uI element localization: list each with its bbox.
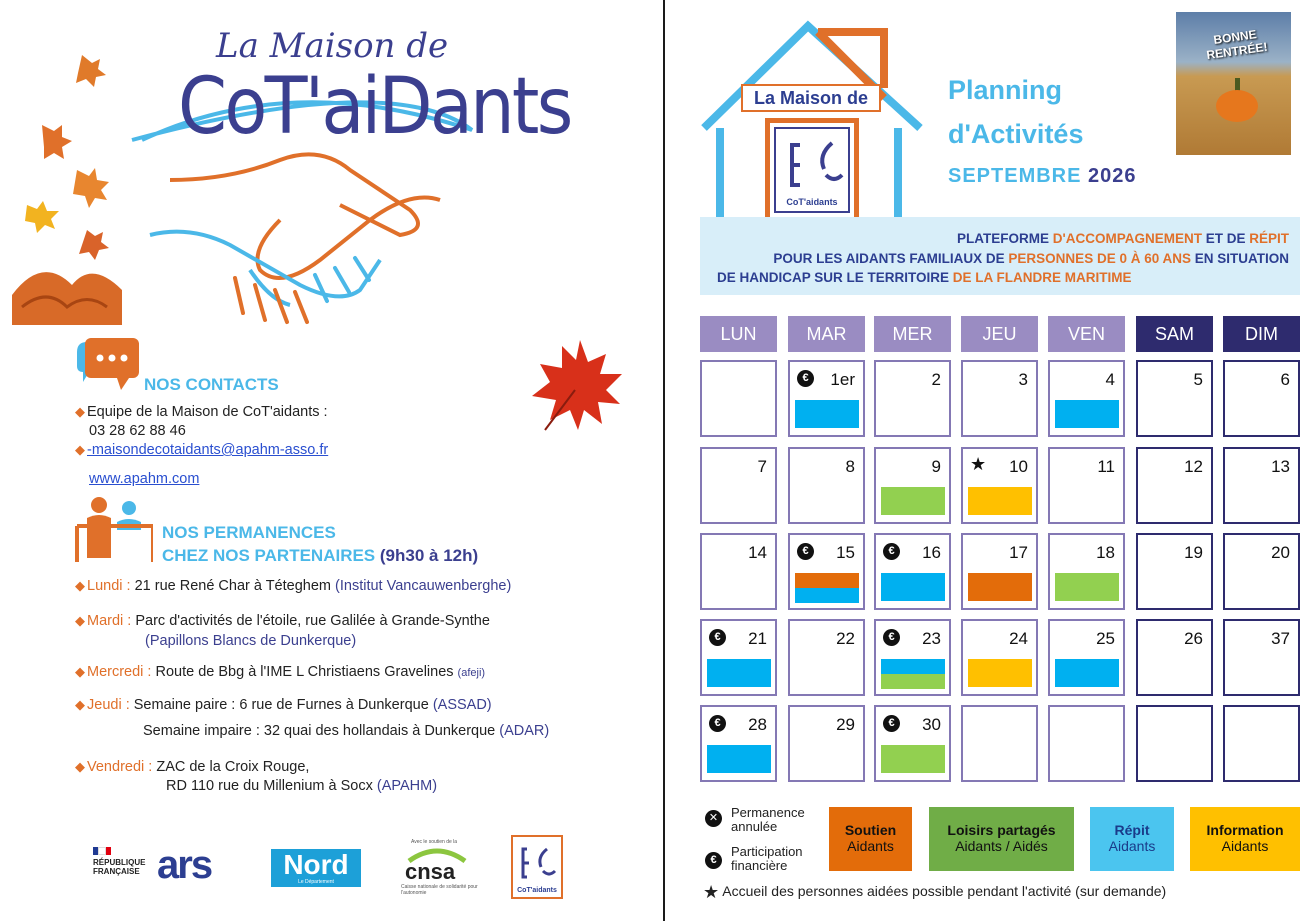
maple-leaf-icon [520, 335, 635, 445]
calendar-day-cell [874, 533, 951, 610]
weekday-header: VEN [1048, 316, 1125, 352]
euro-icon: € [883, 543, 900, 560]
calendar-day-cell [961, 705, 1038, 782]
day-number: 26 [1184, 629, 1203, 648]
house-door-logo: CoT'aidants [765, 118, 859, 222]
day-number: 24 [1009, 629, 1028, 648]
cancel-icon: ✕ [705, 810, 722, 827]
perm-mardi-org: (Papillons Blancs de Dunkerque) [145, 633, 357, 649]
logo-title-line1: La Maison de [216, 26, 449, 66]
legend-info: Information Aidants [1190, 807, 1300, 871]
people-desk-icon [75, 496, 153, 564]
ars-logo: ars [157, 843, 212, 887]
day-number: 3 [1018, 370, 1028, 389]
calendar-day-cell [874, 360, 951, 437]
euro-icon: € [705, 852, 722, 869]
day-number: 23 [922, 629, 941, 648]
day-number: 28 [748, 715, 767, 734]
day-number: 25 [1096, 629, 1115, 648]
day-number: 13 [1271, 457, 1290, 476]
activity-bar-soutien [968, 573, 1032, 601]
day-number: 5 [1193, 370, 1203, 389]
calendar-day-cell [700, 705, 777, 782]
activity-bar-repit [707, 745, 771, 773]
calendar-day-cell [1048, 619, 1125, 696]
calendar-day-cell [1136, 619, 1213, 696]
euro-icon: € [709, 629, 726, 646]
permanences-title-1: NOS PERMANENCES [162, 523, 336, 542]
activity-bar-repit [881, 659, 945, 674]
day-number: 30 [922, 715, 941, 734]
contact-website[interactable]: www.apahm.com [89, 471, 200, 487]
day-number: 11 [1097, 457, 1115, 476]
planning-title: Planning d'Activités [948, 75, 1084, 149]
activity-bar-soutien [795, 573, 859, 588]
day-number: 10 [1009, 457, 1028, 476]
day-number: 9 [931, 457, 941, 476]
weekday-header: MAR [788, 316, 865, 352]
legend-repit: Répit Aidants [1090, 807, 1174, 871]
day-number: 29 [836, 715, 855, 734]
calendar-day-cell [961, 447, 1038, 524]
calendar-day-cell [700, 447, 777, 524]
day-number: 17 [1009, 543, 1028, 562]
right-panel [665, 0, 1314, 921]
euro-icon: € [883, 629, 900, 646]
legend-cancel-label: Permanence annulée [731, 805, 805, 834]
perm-mercredi: ◆ Mercredi : Route de Bbg à l'IME L Christiaens Gravelines (afeji) [75, 664, 486, 680]
activity-bar-repit [1055, 659, 1119, 687]
calendar-day-cell [874, 705, 951, 782]
calendar-day-cell [788, 533, 865, 610]
calendar-day-cell [1136, 705, 1213, 782]
calendar-day-cell [1223, 533, 1300, 610]
partner-logos [85, 835, 575, 900]
euro-icon: € [797, 543, 814, 560]
perm-jeudi: ◆ Jeudi : Semaine paire : 6 rue de Furnes à Dunkerque (ASSAD) [75, 697, 492, 713]
activity-bar-repit [881, 573, 945, 601]
weekday-header: MER [874, 316, 951, 352]
planning-month: SEPTEMBRE 2026 [948, 165, 1137, 187]
calendar-day-cell [788, 447, 865, 524]
calendar-day-cell [1223, 705, 1300, 782]
permanences-title-2: CHEZ NOS PARTENAIRES (9h30 à 12h) [162, 546, 479, 565]
day-number: 37 [1271, 629, 1290, 648]
perm-vendredi-2: RD 110 rue du Millenium à Socx (APAHM) [166, 778, 438, 794]
calendar-day-cell [1048, 533, 1125, 610]
day-number: 8 [845, 457, 855, 476]
calendar-day-cell [961, 619, 1038, 696]
euro-icon: € [883, 715, 900, 732]
calendar-day-cell [788, 705, 865, 782]
cotaidants-small-logo: CoT'aidants [511, 835, 563, 899]
euro-icon: € [709, 715, 726, 732]
perm-jeudi-impaire: Semaine impaire : 32 quai des hollandais à Dunkerque (ADAR) [143, 723, 550, 739]
day-number: 15 [836, 543, 855, 562]
legend-loisirs: Loisirs partagés Aidants / Aidés [929, 807, 1074, 871]
contact-team: ◆ Equipe de la Maison de CoT'aidants : [75, 404, 328, 420]
day-number: 14 [748, 543, 767, 562]
logo-title-line2: CoT'aiDants [178, 62, 571, 152]
day-number: 2 [931, 370, 941, 389]
contacts-title: NOS CONTACTS [144, 375, 279, 394]
calendar-day-cell [788, 619, 865, 696]
star-icon: ★ [970, 454, 987, 474]
activity-bar-info [968, 659, 1032, 687]
cnsa-logo: Avec le soutien de la cnsa Caisse nationale de solidarité pour l'autonomie [401, 839, 478, 896]
calendar-day-cell [700, 533, 777, 610]
calendar-day-cell [961, 360, 1038, 437]
day-number: 22 [836, 629, 855, 648]
calendar-day-cell [1048, 360, 1125, 437]
calendar-day-cell [1223, 447, 1300, 524]
star-icon: ★ [703, 882, 720, 902]
weekday-header: JEU [961, 316, 1038, 352]
legend-star-note: ★ Accueil des personnes aidées possible pendant l'activité (sur demande) [703, 882, 1167, 902]
day-number: 7 [757, 457, 767, 476]
perm-vendredi: ◆ Vendredi : ZAC de la Croix Rouge, [75, 759, 310, 775]
euro-icon: € [797, 370, 814, 387]
weekday-header: SAM [1136, 316, 1213, 352]
day-number: 16 [922, 543, 941, 562]
activity-bar-loisirs [881, 745, 945, 773]
perm-mardi: ◆ Mardi : Parc d'activités de l'étoile, rue Galilée à Grande-Synthe [75, 613, 490, 629]
activity-bar-repit [1055, 400, 1119, 428]
day-number: 18 [1096, 543, 1115, 562]
calendar-day-cell [874, 619, 951, 696]
calendar-day-cell [1223, 360, 1300, 437]
day-number: 21 [748, 629, 767, 648]
day-number: 12 [1184, 457, 1203, 476]
day-number: 19 [1184, 543, 1203, 562]
day-number: 4 [1105, 370, 1115, 389]
chat-bubbles-icon [73, 338, 139, 398]
day-number: 6 [1280, 370, 1290, 389]
activity-bar-repit [795, 588, 859, 603]
activity-bar-loisirs [881, 487, 945, 515]
activity-bar-loisirs [1055, 573, 1119, 601]
calendar-day-cell [700, 360, 777, 437]
perm-lundi: ◆ Lundi : 21 rue René Char à Téteghem (Institut Vancauwenberghe) [75, 578, 512, 594]
calendar-day-cell [1048, 705, 1125, 782]
calendar-day-cell [1048, 447, 1125, 524]
legend-soutien: Soutien Aidants [829, 807, 912, 871]
activity-bar-loisirs [881, 674, 945, 689]
bonne-rentree-photo: BONNE RENTRÉE! [1176, 12, 1291, 155]
calendar-day-cell [1136, 447, 1213, 524]
republique-francaise-logo: RÉPUBLIQUE FRANÇAISE [93, 847, 147, 876]
calendar-day-cell [1136, 533, 1213, 610]
activity-bar-repit [795, 400, 859, 428]
legend-fee-label: Participation financière [731, 844, 803, 873]
house-label: La Maison de [741, 84, 881, 112]
contact-email[interactable]: ◆ -maisondecotaidants@apahm-asso.fr [75, 442, 329, 458]
activity-bar-repit [707, 659, 771, 687]
weekday-header: LUN [700, 316, 777, 352]
calendar-day-cell [1136, 360, 1213, 437]
activity-bar-info [968, 487, 1032, 515]
calendar-day-cell [961, 533, 1038, 610]
calendar-day-cell [788, 360, 865, 437]
calendar-day-cell [1223, 619, 1300, 696]
nord-logo: Nord Le Département [271, 849, 361, 887]
weekday-header: DIM [1223, 316, 1300, 352]
contact-phone: 03 28 62 88 46 [89, 423, 186, 439]
platform-banner-text: PLATEFORME D'ACCOMPAGNEMENT ET DE RÉPIT POUR LES AIDANTS FAMILIAUX DE PERSONNES DE 0 À 60 ANS EN SITUATION DE HANDICAP SUR LE TERRITOIRE DE LA FLANDRE MARITIME [717, 231, 1289, 285]
calendar-day-cell [700, 619, 777, 696]
day-number: 20 [1271, 543, 1290, 562]
autumn-leaves-illustration [12, 45, 122, 325]
calendar-day-cell [874, 447, 951, 524]
day-number: 1er [830, 370, 855, 389]
